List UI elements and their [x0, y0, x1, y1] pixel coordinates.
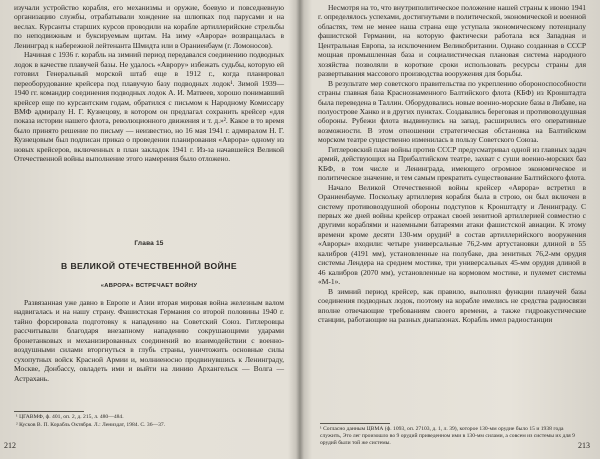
left-top-text — [14, 3, 284, 164]
right-text — [318, 3, 586, 324]
paragraph: В результате мер советского правительства по укреплению обороноспособности страны главная база Краснознаменного Балтийского флота (КБФ) из Кронштадта была переведена в Таллин. Оборудовались новые военно-морские базы в Либаве, на полуострове Ханко и в других пунктах. Создавались береговая и противовоздушная обороны. Рубежи флота выдвинулись на запад, расширились его оперативные возможности. В этом отношении стратегическая обстановка на Балтийском морском театре существенно изменилась в пользу Советского Союза. — [318, 78, 586, 145]
left-page — [0, 0, 298, 459]
paragraph: Развязанная уже давно в Европе и Азии вторая мировая война железным валом надвигалась и на нашу страну. Фашистская Германия со второй половины 1940 г. тайно форсировала подготовку к нападению на Советский Союз. Гитлеровцы рассчитывали благодаря внезапному нападению сокрушающими ударами бронетанковых и механизированных соединений во взаимодействии с военно-воздушными силами вторгнуться в глубь страны, уничтожить основные силы сухопутных войск Красной Армии и, молниеносно продвинувшись к Ленинграду, Москве, Донбассу, овладеть ими и выйти на линию Архангельск — Волга — Астрахань. — [14, 298, 284, 383]
left-bottom-text — [14, 298, 284, 383]
paragraph: Начиная с 1936 г. корабль на зимний период передавался соединению подводных лодок в качестве плавучей базы. Не удалось «Аврору» избежать судьбы, которую ей готовил Генеральный морской штаб еще в 1912 г., когда планировал переоборудование крейсера под плавучую базу подводных лодок¹. Зимой 1939—1940 гг. командир соединения подводных лодок А. И. Матвеев, хорошо понимавший крейсер еще по курсантским годам, обратился с письмом к Народному Комиссару ВМФ адмиралу Н. Г. Кузнецову, в котором он предлагал сохранить крейсер «для показа истории нашего флота, революционного движения и т. д.»². Какое в то время было принято решение по письму — неизвестно, но 16 мая 1941 г. адмиралом Н. Г. Кузнецовым был подписан приказ о проведении планирования «Аврора» одному из новых крейсеров, включенных в план закладок 1941 г. Из-за начавшейся Великой Отечественной войны выполнение этого намерения было отложено. — [14, 50, 284, 164]
section-title: «АВРОРА» ВСТРЕЧАЕТ ВОЙНУ — [100, 283, 198, 289]
footnote: ¹ ЦГАВМФ, ф. 401, оп. 2, д. 215, л. 480—484. — [16, 414, 124, 420]
paragraph: Гитлеровский план войны против СССР предусматривал одной из главных задач армий, действующих на Прибалтийском театре, захват с суши военно-морских баз КБФ, в том числе и Ленинграда, имеющего огромное экономическое и политическое значение, и тем самым прекратить существование Балтийского флота. — [318, 144, 586, 183]
footnote-divider — [14, 411, 84, 412]
page-number: 213 — [578, 441, 590, 450]
paragraph: изучали устройство корабля, его механизмы и оружие, боевую и повседневную организацию службы, отрабатывали хождение на шлюпках под парусами и на веслах. Курсанты старших курсов проводили на корабле артиллерийские стрельбы по неподвижным и буксируемым щитам. На зиму «Аврора» возвращалась в Ленинград к набережной лейтенанта Шмидта или в Ораниенбаум (г. Ломоносов). — [14, 3, 284, 50]
paragraph: Несмотря на то, что внутриполитическое положение нашей страны к июню 1941 г. определялось успехами, достигнутыми в политической, экономической и военной областях, тем не менее наша страна еще уступала экономическому потенциалу фашистской Германии, на которую фактически работала вся Западная и Центральная Европа, за исключением Великобритании. Однако созданная в СССР мощная промышленная база и социалистическая плановая система народного хозяйства позволяли в короткие сроки использовать ресурсы страны для развертывания массового производства вооружения для борьбы. — [318, 3, 586, 79]
page-number: 212 — [4, 441, 16, 450]
paragraph: В зимний период крейсер, как правило, выполнял функции плавучей базы соединения подводных лодок, поэтому на корабле имелись не средства радиосвязи вполне отвечающие требованиям своего времени, а также гидроакустические станции, работающие на разных диапазонах. Корабль имел радиостанции — [318, 286, 586, 324]
footnote: ¹ Согласно данным ЦВМА (ф. 1093, оп. 27103, д. 1, л. 39), которое 130-мм орудие было 15 и 1938 года служить, Это лег произошло во 9 орудий приведенном ими в 130-мм силами, а совсем из системы их для 9 орудий были той же системы. — [320, 426, 575, 446]
right-page — [302, 0, 600, 459]
chapter-title: В ВЕЛИКОЙ ОТЕЧЕСТВЕННОЙ ВОЙНЕ — [61, 261, 237, 271]
paragraph: Начало Великой Отечественной войны крейсер «Аврора» встретил в Ораниенбауме. Поскольку артиллерия корабля была в строю, он был включен в систему противовоздушной обороны подступов к Кронштадту и Ленинграду. С первых же дней войны крейсер отражал своей зенитной артиллерией совместно с другими кораблями и наземными батареями атаки фашистской авиации. К этому времени кроме десяти 130-мм орудий¹ в состав артиллерийского вооружения «Авроры» входили: четыре универсальные 76,2-мм артустановки длиной в 55 калибров (4191 мм), установленные на полубаке, два зенитных 76,2-мм орудия системы Лендера на среднем мостике, три универсальных 45-мм орудия длиной в 46 калибров (2070 мм), установленные на кормовом мостике, и пулемет системы «М-1». — [318, 182, 586, 287]
chapter-label: Глава 15 — [134, 240, 164, 247]
footnote: ² Кусков В. П. Корабль Октября. Л.: Лениздат, 1984. С. 36—37. — [16, 422, 166, 428]
footnote-divider — [320, 423, 390, 424]
